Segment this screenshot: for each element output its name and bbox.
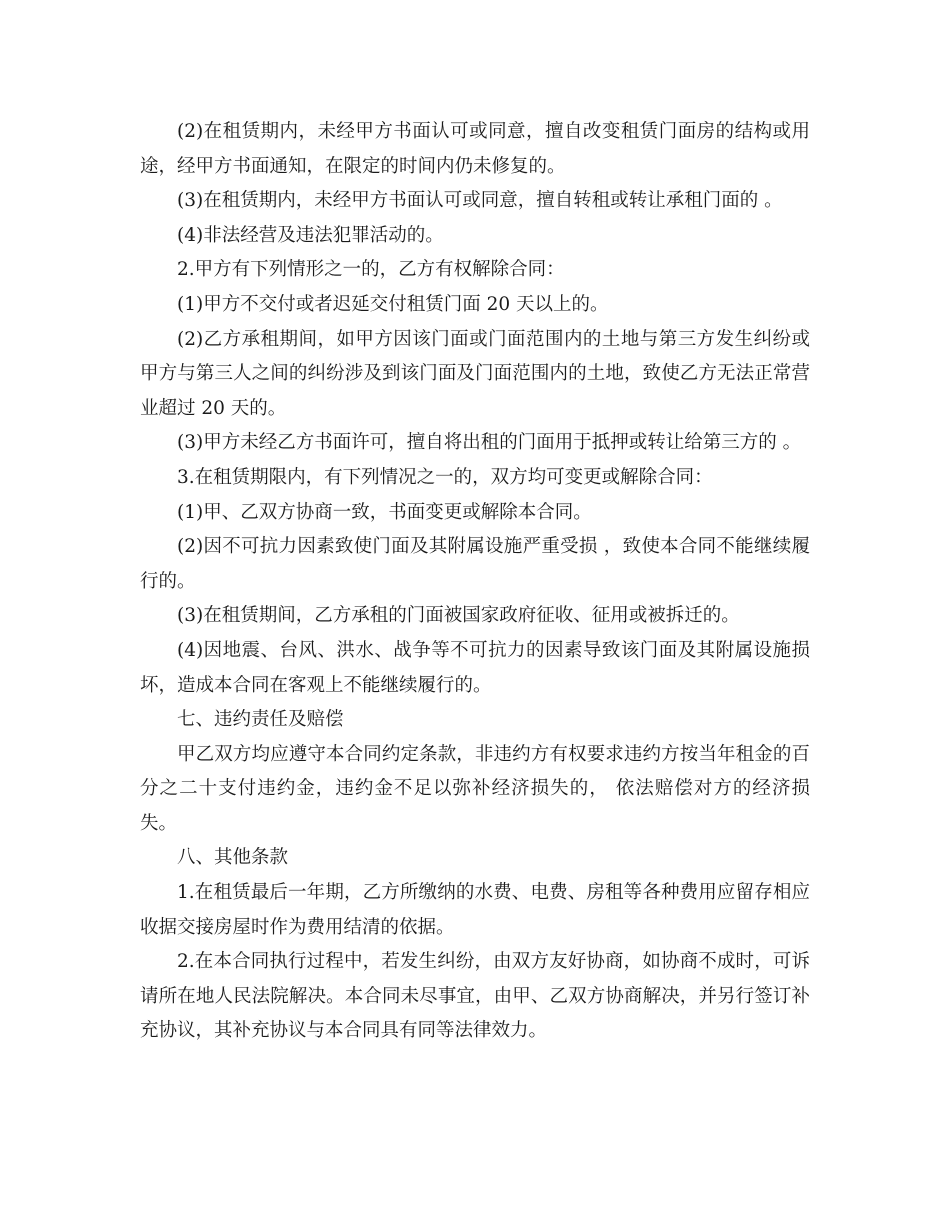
clause-paragraph: 甲乙双方均应遵守本合同约定条款，非违约方有权要求违约方按当年租金的百分之二十支付违约金，违约金不足以弥补经济损失的， 依法赔偿对方的经济损失。 xyxy=(140,743,810,834)
clause-paragraph: (3)甲方未经乙方书面许可，擅自将出租的门面用于抵押或转让给第三方的 。 xyxy=(177,432,802,454)
clause-paragraph: (2)在租赁期内，未经甲方书面认可或同意，擅自改变租赁门面房的结构或用途，经甲方书面通知，在限定的时间内仍未修复的。 xyxy=(140,121,810,177)
clause-paragraph: 2.在本合同执行过程中，若发生纠纷，由双方友好协商，如协商不成时，可诉请所在地人民法院解决。本合同未尽事宜，由甲、乙双方协商解决，并另行签订补充协议，其补充协议与本合同具有同等法律效力。 xyxy=(140,951,810,1042)
clause-paragraph: (1)甲方不交付或者迟延交付租赁门面 20 天以上的。 xyxy=(177,293,609,315)
clause-paragraph: (4)因地震、台风、洪水、战争等不可抗力的因素导致该门面及其附属设施损坏，造成本合同在客观上不能继续履行的。 xyxy=(140,639,810,696)
document-body xyxy=(140,115,810,1049)
clause-paragraph: 2.甲方有下列情形之一的，乙方有权解除合同： xyxy=(177,259,565,281)
clause-paragraph: 1.在租赁最后一年期，乙方所缴纳的水费、电费、房租等各种费用应留存相应收据交接房屋时作为费用结清的依据。 xyxy=(140,882,810,938)
clause-paragraph: (2)因不可抗力因素致使门面及其附属设施严重受损 ，致使本合同不能继续履行的。 xyxy=(140,536,810,592)
clause-paragraph: (1)甲、乙双方协商一致，书面变更或解除本合同。 xyxy=(177,501,592,523)
clause-paragraph: 3.在租赁期限内，有下列情况之一的，双方均可变更或解除合同： xyxy=(177,466,713,488)
clause-paragraph: (3)在租赁期内，未经甲方书面认可或同意，擅自转租或转让承租门面的 。 xyxy=(177,190,783,212)
section-heading: 八、其他条款 xyxy=(177,847,289,869)
clause-paragraph: (2)乙方承租期间，如甲方因该门面或门面范围内的土地与第三方发生纠纷或甲方与第三人之间的纠纷涉及到该门面及门面范围内的土地，致使乙方无法正常营业超过 20 天的。 xyxy=(140,328,810,419)
clause-paragraph: (3)在租赁期间，乙方承租的门面被国家政府征收、征用或被拆迁的。 xyxy=(177,605,740,627)
section-heading: 七、违约责任及赔偿 xyxy=(177,709,344,731)
clause-paragraph: (4)非法经营及违法犯罪活动的。 xyxy=(177,224,444,246)
